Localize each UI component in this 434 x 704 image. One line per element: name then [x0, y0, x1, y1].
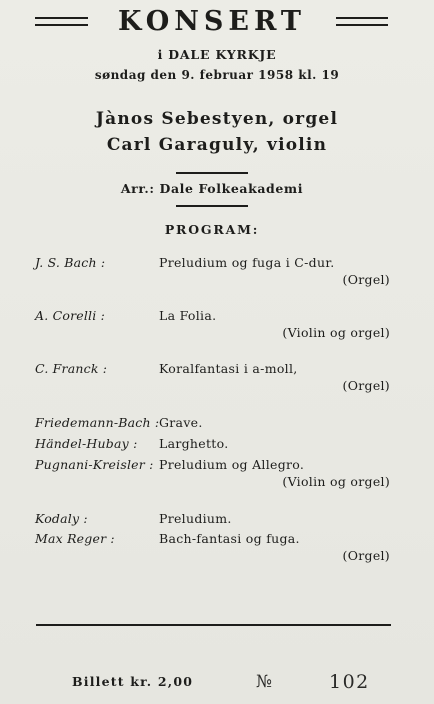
arranger: Arr.: Dale Folkeakademi	[120, 181, 304, 196]
performer-organ: Jànos Sebestyen, orgel	[95, 109, 339, 129]
page-title: KONSERT	[117, 6, 307, 37]
divider-bottom	[176, 205, 248, 207]
venue: i DALE KYRKJE	[157, 47, 277, 62]
title-rule-right	[336, 17, 388, 26]
composer-corelli: A. Corelli :	[35, 308, 106, 323]
composer-bach: J. S. Bach :	[35, 255, 106, 270]
instruments-franck: (Orgel)	[342, 378, 390, 393]
composer-franck: C. Franck :	[35, 361, 108, 376]
performer-violin: Carl Garaguly, violin	[106, 135, 328, 155]
instruments-max-reger: (Orgel)	[342, 548, 390, 563]
composer-pugnani-kreisler: Pugnani-Kreisler :	[35, 457, 154, 472]
divider-top	[176, 172, 248, 174]
work-max-reger: Bach-fantasi og fuga.	[159, 531, 300, 546]
work-kodaly: Preludium.	[159, 511, 232, 526]
instruments-pugnani-kreisler: (Violin og orgel)	[282, 474, 390, 489]
work-pugnani-kreisler: Preludium og Allegro.	[159, 457, 305, 472]
number-sign: №	[256, 672, 272, 692]
composer-kodaly: Kodaly :	[35, 511, 88, 526]
composer-handel-hubay: Händel-Hubay :	[35, 436, 138, 451]
composer-max-reger: Max Reger :	[35, 531, 115, 546]
work-handel-hubay: Larghetto.	[159, 436, 229, 451]
program-heading: PROGRAM:	[164, 222, 260, 237]
title-rule-left	[35, 17, 88, 26]
instruments-corelli: (Violin og orgel)	[282, 325, 390, 340]
ticket-price: Billett kr. 2,00	[72, 674, 194, 689]
work-bach: Preludium og fuga i C-dur.	[159, 255, 335, 270]
concert-date: søndag den 9. februar 1958 kl. 19	[94, 68, 340, 82]
ticket-number: 102	[329, 671, 370, 693]
work-franck: Koralfantasi i a-moll,	[159, 361, 298, 376]
composer-friedemann-bach: Friedemann-Bach :	[35, 415, 160, 430]
footer-divider	[36, 624, 391, 626]
work-corelli: La Folia.	[159, 308, 217, 323]
instruments-bach: (Orgel)	[342, 272, 390, 287]
work-friedemann-bach: Grave.	[159, 415, 203, 430]
